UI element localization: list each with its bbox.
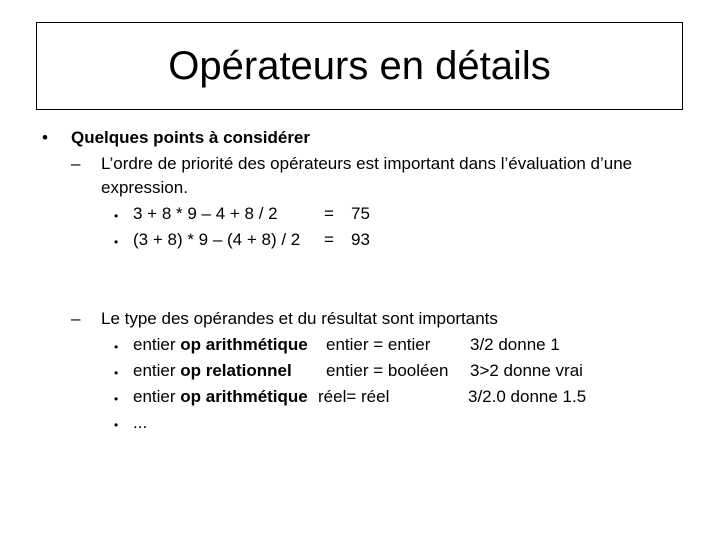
type-item-rule: entier = entier — [326, 335, 431, 354]
type-item-operator: op arithmétique — [180, 387, 308, 406]
type-item-rule: réel= réel — [318, 387, 390, 406]
point1-line2: expression. — [101, 178, 188, 197]
type-item — [133, 387, 308, 407]
type-item-operator: op relationnel — [180, 361, 292, 380]
bullet-marker: • — [42, 128, 48, 147]
dash-marker: – — [71, 154, 81, 173]
point2-text: Le type des opérandes et du résultat sont importants — [101, 309, 498, 328]
type-item-example: 3>2 donne vrai — [470, 361, 583, 380]
type-item-ellipsis: ... — [133, 413, 148, 432]
sub-bullet-marker: • — [114, 340, 119, 354]
example-expression: 3 + 8 * 9 – 4 + 8 / 2 — [133, 204, 278, 223]
dash-marker: – — [71, 309, 81, 328]
sub-bullet-marker: • — [114, 366, 119, 380]
heading-text: Quelques points à considérer — [71, 128, 311, 147]
sub-bullet-marker: • — [114, 418, 119, 432]
example-result: 93 — [351, 230, 370, 249]
type-item-example: 3/2.0 donne 1.5 — [468, 387, 587, 406]
example-result: 75 — [351, 204, 370, 223]
sub-bullet-marker: • — [114, 235, 119, 249]
type-item — [133, 361, 292, 381]
slide-title: Opérateurs en détails — [168, 43, 551, 88]
example-expression: (3 + 8) * 9 – (4 + 8) / 2 — [133, 230, 301, 249]
type-item — [133, 335, 308, 355]
type-item-prefix: entier — [133, 335, 181, 354]
type-item-prefix: entier — [133, 361, 181, 380]
type-item-operator: op arithmétique — [180, 335, 308, 354]
type-item-example: 3/2 donne 1 — [470, 335, 560, 354]
sub-bullet-marker: • — [114, 392, 119, 406]
title-box — [36, 22, 683, 110]
example-equals: = — [324, 230, 334, 249]
example-equals: = — [324, 204, 334, 223]
point1-line1: L’ordre de priorité des opérateurs est important dans l’évaluation d’une — [101, 154, 633, 173]
type-item-rule: entier = booléen — [326, 361, 449, 380]
type-item-prefix: entier — [133, 387, 181, 406]
sub-bullet-marker: • — [114, 209, 119, 223]
